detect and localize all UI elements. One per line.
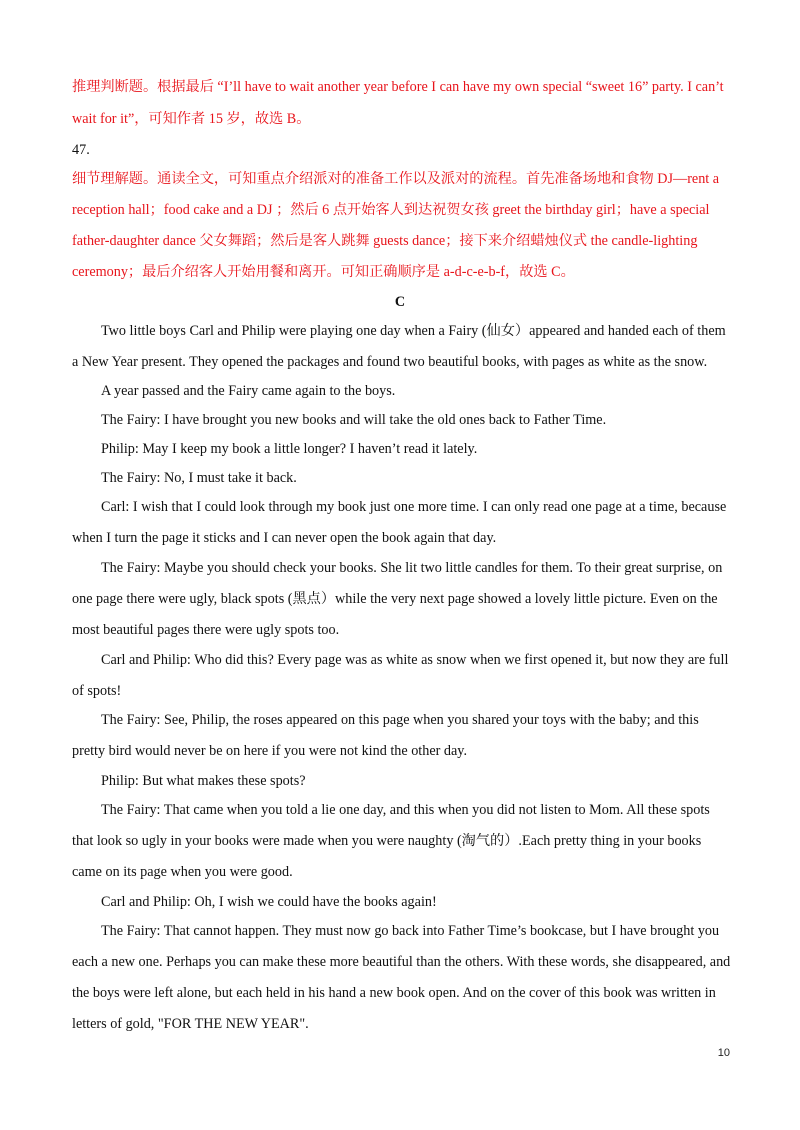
passage-line: The Fairy: I have brought you new books and will take the old ones back to Father Time. xyxy=(101,412,607,428)
analysis-line: ceremony；最后介绍客人开始用餐和离开。可知正确顺序是 a-d-c-e-b-f，故选 C。 xyxy=(72,264,575,280)
passage-line: Carl and Philip: Who did this? Every page was as white as snow when we first opened it, but now they are full xyxy=(101,652,729,668)
passage-line: Philip: May I keep my book a little longer? I haven’t read it lately. xyxy=(101,441,478,457)
passage-line: The Fairy: Maybe you should check your books. She lit two little candles for them. To their great surprise, on xyxy=(101,560,723,576)
passage-line: The Fairy: See, Philip, the roses appeared on this page when you shared your toys with the baby; and this xyxy=(101,712,699,728)
section-title: C xyxy=(394,294,406,310)
passage-line: each a new one. Perhaps you can make these more beautiful than the others. With these words, she disappeared, and xyxy=(72,954,731,970)
passage-line: The Fairy: That came when you told a lie one day, and this when you did not listen to Mom. All these spots xyxy=(101,802,710,818)
analysis-line: 推理判断题。根据最后 “I’ll have to wait another year before I can have my own special “sweet 16” party. I can’t xyxy=(72,79,724,95)
question-number: 47. xyxy=(72,142,90,158)
passage-line: letters of gold, "FOR THE NEW YEAR". xyxy=(72,1016,309,1032)
analysis-line: wait for it”，可知作者 15 岁，故选 B。 xyxy=(72,111,311,127)
passage-line: when I turn the page it sticks and I can never open the book again that day. xyxy=(72,530,497,546)
analysis-line: 细节理解题。通读全文，可知重点介绍派对的准备工作以及派对的流程。首先准备场地和食物 DJ—rent a xyxy=(72,171,720,187)
passage-line: Carl and Philip: Oh, I wish we could have the books again! xyxy=(101,894,437,910)
passage-line: that look so ugly in your books were made when you were naughty (淘气的）.Each pretty thing in your books xyxy=(72,833,702,849)
passage-line: of spots! xyxy=(72,683,122,699)
analysis-line: reception hall；food cake and a DJ ；然后 6 点开始客人到达祝贺女孩 greet the birthday girl；have a special xyxy=(72,202,710,218)
analysis-line: father-daughter dance 父女舞蹈；然后是客人跳舞 guests dance；接下来介绍蜡烛仪式 the candle-lighting xyxy=(72,233,698,249)
passage-line: A year passed and the Fairy came again to the boys. xyxy=(101,383,396,399)
passage-line: Philip: But what makes these spots? xyxy=(101,773,306,789)
passage-line: pretty bird would never be on here if you were not kind the other day. xyxy=(72,743,468,759)
passage-line: most beautiful pages there were ugly spots too. xyxy=(72,622,340,638)
passage-line: Two little boys Carl and Philip were playing one day when a Fairy (仙女）appeared and handed each of them xyxy=(101,323,726,339)
passage-line: The Fairy: No, I must take it back. xyxy=(101,470,297,486)
passage-line: the boys were left alone, but each held in his hand a new book open. And on the cover of this book was written in xyxy=(72,985,716,1001)
passage-line: a New Year present. They opened the packages and found two beautiful books, with pages as white as the snow. xyxy=(72,354,708,370)
passage-line: Carl: I wish that I could look through my book just one more time. I can only read one page at a time, because xyxy=(101,499,727,515)
passage-line: came on its page when you were good. xyxy=(72,864,293,880)
page-number: 10 xyxy=(717,1047,730,1059)
passage-line: one page there were ugly, black spots (黑点）while the very next page showed a lovely little picture. Even on the xyxy=(72,591,718,607)
passage-line: The Fairy: That cannot happen. They must now go back into Father Time’s bookcase, but I have brought you xyxy=(101,923,720,939)
